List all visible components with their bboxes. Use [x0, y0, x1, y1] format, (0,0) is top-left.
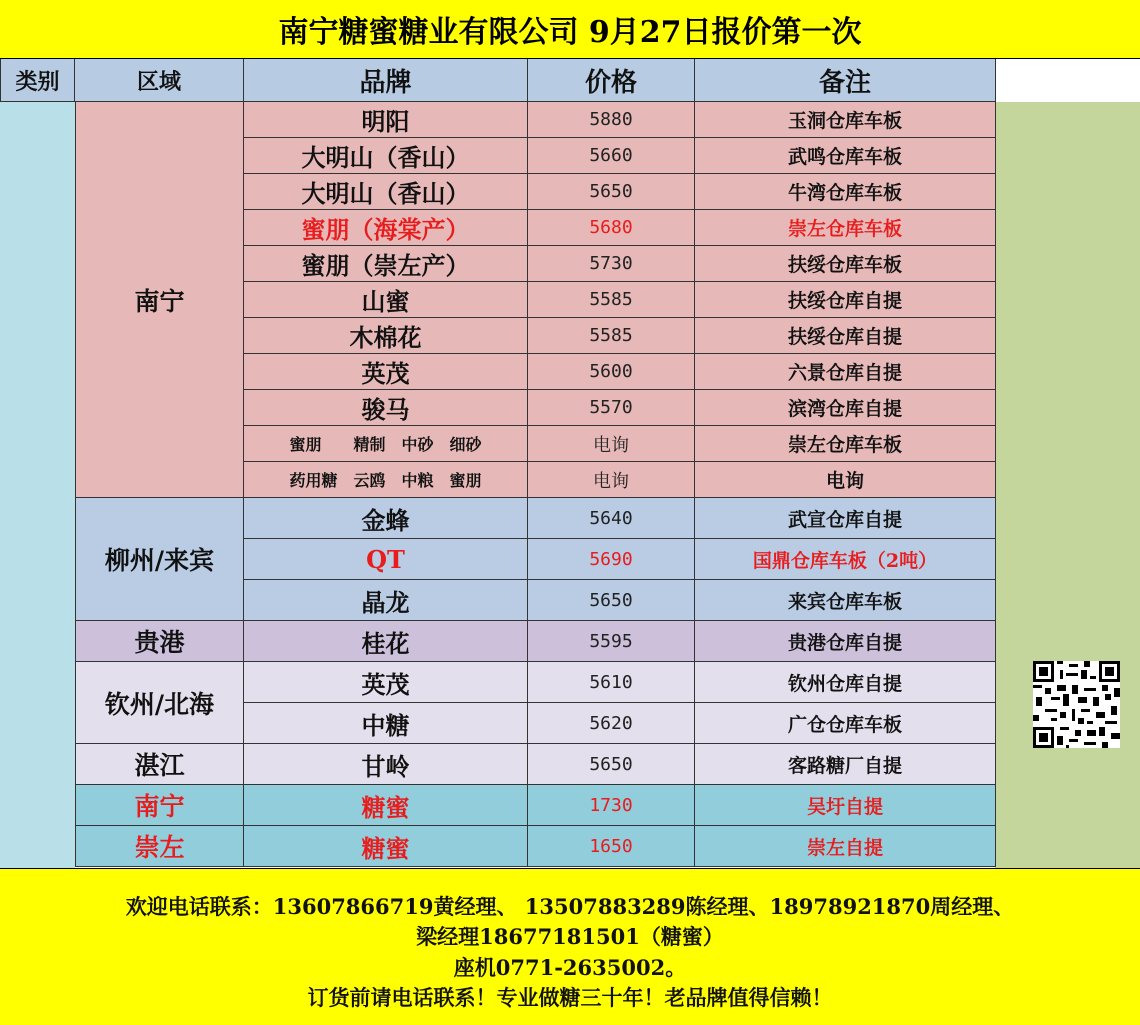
- note-cell: 钦州仓库自提: [695, 662, 996, 703]
- price-cell: 5650: [528, 744, 695, 785]
- price-cell: 5610: [528, 662, 695, 703]
- brand-cell: 山蜜: [244, 282, 528, 318]
- category-column: [0, 102, 75, 868]
- header-price: 价格: [528, 59, 695, 102]
- brand-cell: 大明山（香山）: [244, 174, 528, 210]
- region-cell: 湛江: [75, 744, 244, 785]
- right-panel: [995, 102, 1140, 868]
- brand-cell: 桂花: [244, 621, 528, 662]
- note-cell: 客路糖厂自提: [695, 744, 996, 785]
- brand-cell: 药用糖 云鸥 中粮 蜜朋: [244, 462, 528, 498]
- brand-cell: 英茂: [244, 662, 528, 703]
- note-cell: 来宾仓库车板: [695, 580, 996, 621]
- brand-cell: 金蜂: [244, 498, 528, 539]
- price-cell: 5585: [528, 282, 695, 318]
- price-cell: 5600: [528, 354, 695, 390]
- region-cell: 钦州/北海: [75, 662, 244, 744]
- brand-cell: 糖蜜: [244, 826, 528, 867]
- note-cell: 扶绥仓库自提: [695, 318, 996, 354]
- brand-cell: 晶龙: [244, 580, 528, 621]
- brand-cell: 中糖: [244, 703, 528, 744]
- price-cell: 5620: [528, 703, 695, 744]
- price-cell: 5660: [528, 138, 695, 174]
- note-cell: 国鼎仓库车板（2吨）: [695, 539, 996, 580]
- region-cell: 贵港: [75, 621, 244, 662]
- header-brand: 品牌: [244, 59, 528, 102]
- price-cell: 5640: [528, 498, 695, 539]
- price-cell: 1730: [528, 785, 695, 826]
- price-cell: 5730: [528, 246, 695, 282]
- slogan: 订货前请电话联系！专业做糖三十年！老品牌值得信赖！: [307, 985, 833, 1010]
- header-note: 备注: [695, 59, 996, 102]
- price-cell: 电询: [528, 426, 695, 462]
- page-title: 南宁糖蜜糖业有限公司 9月27日报价第一次: [0, 0, 1140, 59]
- brand-cell: 木棉花: [244, 318, 528, 354]
- price-cell: 电询: [528, 462, 695, 498]
- brand-cell: 甘岭: [244, 744, 528, 785]
- brand-cell: QT: [244, 539, 528, 580]
- price-cell: 5595: [528, 621, 695, 662]
- note-cell: 玉洞仓库车板: [695, 102, 996, 138]
- note-cell: 广仓仓库车板: [695, 703, 996, 744]
- contact-molasses: 梁经理18677181501（糖蜜）: [416, 924, 724, 949]
- note-cell: 崇左仓库车板: [695, 426, 996, 462]
- header-category: 类别: [0, 59, 75, 102]
- price-cell: 5585: [528, 318, 695, 354]
- note-cell: 贵港仓库自提: [695, 621, 996, 662]
- note-cell: 吴圩自提: [695, 785, 996, 826]
- note-cell: 崇左仓库车板: [695, 210, 996, 246]
- note-cell: 武宣仓库自提: [695, 498, 996, 539]
- region-cell: 南宁: [75, 785, 244, 826]
- note-cell: 崇左自提: [695, 826, 996, 867]
- brand-cell: 蜜朋（海棠产）: [244, 210, 528, 246]
- note-cell: 滨湾仓库自提: [695, 390, 996, 426]
- qr-code-icon: [1033, 661, 1120, 748]
- contact-landline: 座机0771-2635002。: [453, 955, 687, 980]
- note-cell: 电询: [695, 462, 996, 498]
- note-cell: 扶绥仓库车板: [695, 246, 996, 282]
- region-cell: 柳州/来宾: [75, 498, 244, 621]
- brand-cell: 明阳: [244, 102, 528, 138]
- price-cell: 5690: [528, 539, 695, 580]
- price-cell: 5880: [528, 102, 695, 138]
- price-cell: 5680: [528, 210, 695, 246]
- region-cell: 南宁: [75, 102, 244, 498]
- brand-cell: 蜜朋（崇左产）: [244, 246, 528, 282]
- region-cell: 崇左: [75, 826, 244, 867]
- price-cell: 5570: [528, 390, 695, 426]
- brand-cell: 蜜朋 精制 中砂 细砂: [244, 426, 528, 462]
- note-cell: 武鸣仓库车板: [695, 138, 996, 174]
- brand-cell: 骏马: [244, 390, 528, 426]
- contact-phones: 欢迎电话联系：13607866719黄经理、 13507883289陈经理、18978921870周经理、: [125, 894, 1015, 919]
- brand-cell: 英茂: [244, 354, 528, 390]
- note-cell: 牛湾仓库车板: [695, 174, 996, 210]
- footer-contact: [0, 868, 1140, 1025]
- brand-cell: 大明山（香山）: [244, 138, 528, 174]
- note-cell: 六景仓库自提: [695, 354, 996, 390]
- header-region: 区域: [75, 59, 244, 102]
- price-cell: 1650: [528, 826, 695, 867]
- price-cell: 5650: [528, 580, 695, 621]
- price-cell: 5650: [528, 174, 695, 210]
- note-cell: 扶绥仓库自提: [695, 282, 996, 318]
- brand-cell: 糖蜜: [244, 785, 528, 826]
